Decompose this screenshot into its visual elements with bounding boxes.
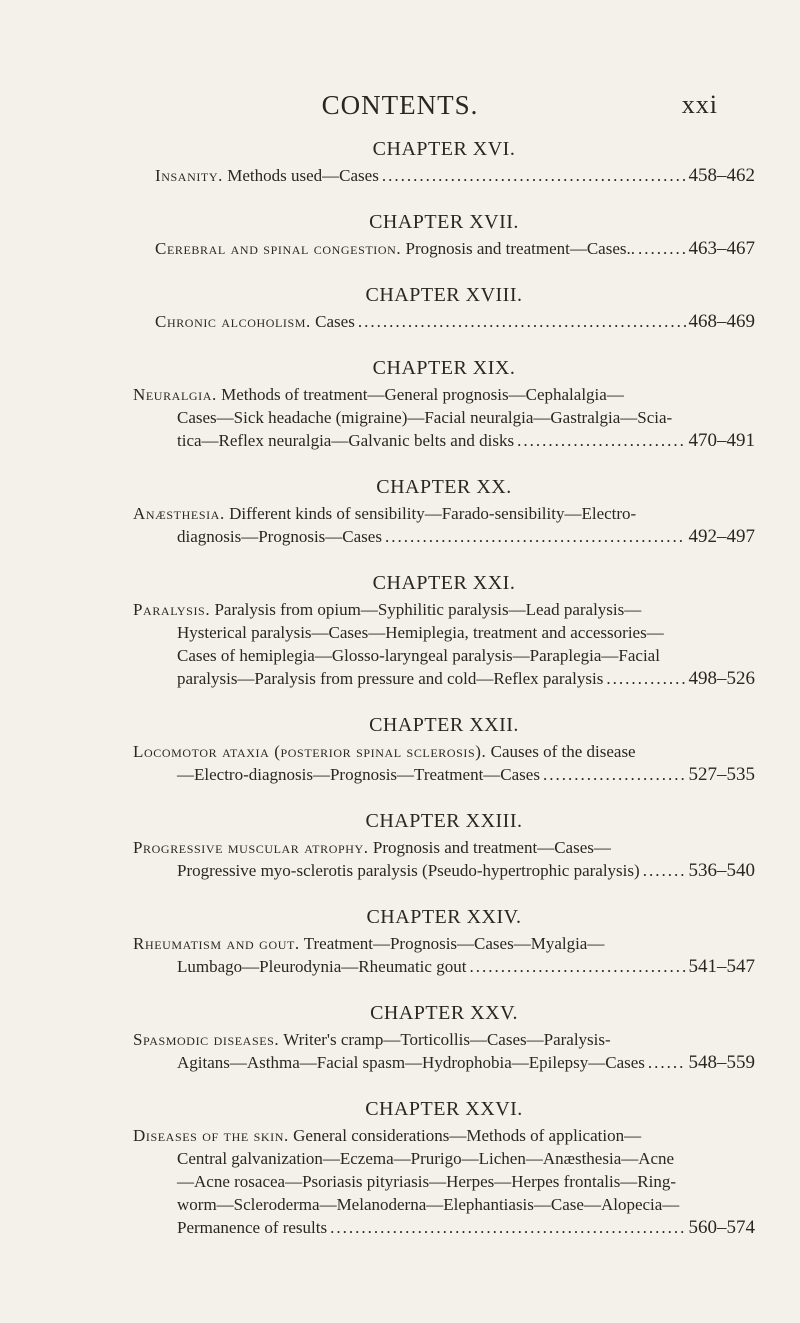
chapter-entry xyxy=(133,1000,755,1074)
chapter-topics-line: Agitans—Asthma—Facial spasm—Hydrophobia—Epilepsy—Cases xyxy=(177,1053,645,1072)
chapter-topics-line: Central galvanization—Eczema—Prurigo—Lichen—Anæsthesia—Acne xyxy=(177,1149,675,1168)
dot-leader xyxy=(543,763,686,786)
chapter-subject: Anæsthesia. xyxy=(133,504,225,523)
chapter-subject: Diseases of the skin. xyxy=(133,1126,289,1145)
table-of-contents xyxy=(133,136,755,1261)
page-range: 458–462 xyxy=(688,165,755,186)
dot-leader xyxy=(606,667,685,690)
chapter-heading: CHAPTER XX. xyxy=(376,476,512,498)
chapter-heading: CHAPTER XVIII. xyxy=(365,284,523,306)
chapter-topics-line: Methods of treatment—General prognosis—Cephalalgia— xyxy=(221,385,624,404)
chapter-heading: CHAPTER XVII. xyxy=(369,211,519,233)
chapter-heading: CHAPTER XXIII. xyxy=(365,810,523,832)
chapter-entry xyxy=(133,808,755,882)
page-range: 498–526 xyxy=(688,668,755,689)
chapter-description xyxy=(133,164,755,187)
chapter-topics-line: Methods used—Cases xyxy=(227,166,379,185)
chapter-topics-line: Hysterical paralysis—Cases—Hemiplegia, treatment and accessories— xyxy=(177,623,664,642)
chapter-description xyxy=(133,740,755,786)
chapter-subject: Progressive muscular atrophy. xyxy=(133,838,369,857)
page-range: 527–535 xyxy=(688,764,755,785)
chapter-topics-line: Prognosis and treatment—Cases.. xyxy=(405,239,635,258)
chapter-topics-line: worm—Scleroderma—Melanoderna—Elephantiasis—Case—Alopecia— xyxy=(177,1195,680,1214)
chapter-entry xyxy=(133,712,755,786)
dot-leader xyxy=(382,164,686,187)
chapter-topics-line: Treatment—Prognosis—Cases—Myalgia— xyxy=(303,934,605,953)
dot-leader xyxy=(638,237,686,260)
dot-leader xyxy=(358,310,686,333)
chapter-entry xyxy=(133,136,755,187)
chapter-heading: CHAPTER XXIV. xyxy=(366,906,522,928)
chapter-topics-line: Progressive myo-sclerotis paralysis (Pseudo-hypertrophic paralysis) xyxy=(177,861,640,880)
page-range: 541–547 xyxy=(688,956,755,977)
chapter-heading: CHAPTER XIX. xyxy=(372,357,516,379)
chapter-entry xyxy=(133,282,755,333)
chapter-topics-line: Paralysis from opium—Syphilitic paralysis—Lead paralysis— xyxy=(214,600,642,619)
chapter-subject: Cerebral and spinal congestion. xyxy=(155,239,402,258)
page-range: 548–559 xyxy=(688,1052,755,1073)
chapter-entry xyxy=(133,474,755,548)
chapter-description xyxy=(133,1028,755,1074)
page-range: 463–467 xyxy=(688,238,755,259)
chapter-topics-line: General considerations—Methods of application— xyxy=(293,1126,642,1145)
chapter-subject: Paralysis. xyxy=(133,600,211,619)
page-range: 492–497 xyxy=(688,526,755,547)
chapter-subject: Chronic alcoholism. xyxy=(155,312,311,331)
chapter-heading: CHAPTER XXV. xyxy=(370,1002,518,1024)
chapter-topics-line: Lumbago—Pleurodynia—Rheumatic gout xyxy=(177,957,467,976)
page-number: xxi xyxy=(681,90,718,119)
page-range: 468–469 xyxy=(688,311,755,332)
chapter-entry xyxy=(133,209,755,260)
chapter-heading: CHAPTER XXI. xyxy=(372,572,516,594)
chapter-description xyxy=(133,836,755,882)
chapter-description xyxy=(133,1124,755,1239)
chapter-heading: CHAPTER XVI. xyxy=(372,138,516,160)
chapter-topics-line: Cases of hemiplegia—Glosso-laryngeal paralysis—Paraplegia—Facial xyxy=(177,646,660,665)
chapter-entry xyxy=(133,1096,755,1239)
chapter-subject: Locomotor ataxia (posterior spinal sclerosis). xyxy=(133,742,487,761)
chapter-heading: CHAPTER XXVI. xyxy=(365,1098,523,1120)
chapter-topics-line: tica—Reflex neuralgia—Galvanic belts and disks xyxy=(177,431,515,450)
page-range: 560–574 xyxy=(688,1217,755,1238)
chapter-topics-line: Prognosis and treatment—Cases— xyxy=(372,838,611,857)
chapter-description xyxy=(133,383,755,452)
chapter-heading: CHAPTER XXII. xyxy=(369,714,519,736)
page-range: 470–491 xyxy=(688,430,755,451)
chapter-subject: Spasmodic diseases. xyxy=(133,1030,280,1049)
dot-leader xyxy=(385,525,686,548)
chapter-subject: Insanity. xyxy=(155,166,223,185)
chapter-entry xyxy=(133,355,755,452)
chapter-topics-line: —Electro-diagnosis—Prognosis—Treatment—Cases xyxy=(177,765,540,784)
chapter-topics-line: Causes of the disease xyxy=(490,742,636,761)
dot-leader xyxy=(330,1216,685,1239)
chapter-subject: Neuralgia. xyxy=(133,385,217,404)
chapter-subject: Rheumatism and gout. xyxy=(133,934,300,953)
chapter-description xyxy=(133,598,755,690)
chapter-topics-line: paralysis—Paralysis from pressure and cold—Reflex paralysis xyxy=(177,669,604,688)
chapter-description xyxy=(133,932,755,978)
page-title: CONTENTS. xyxy=(321,90,479,120)
chapter-topics-line: Cases—Sick headache (migraine)—Facial neuralgia—Gastralgia—Scia- xyxy=(177,408,673,427)
dot-leader xyxy=(648,1051,686,1074)
chapter-entry xyxy=(133,904,755,978)
chapter-description xyxy=(133,502,755,548)
chapter-topics-line: Different kinds of sensibility—Farado-sensibility—Electro- xyxy=(229,504,637,523)
dot-leader xyxy=(469,955,685,978)
chapter-entry xyxy=(133,570,755,690)
chapter-topics-line: diagnosis—Prognosis—Cases xyxy=(177,527,382,546)
chapter-description xyxy=(133,310,755,333)
dot-leader xyxy=(517,429,685,452)
chapter-topics-line: Permanence of results xyxy=(177,1218,328,1237)
chapter-description xyxy=(133,237,755,260)
chapter-topics-line: Writer's cramp—Torticollis—Cases—Paralysis- xyxy=(283,1030,611,1049)
chapter-topics-line: Cases xyxy=(315,312,355,331)
page-range: 536–540 xyxy=(688,860,755,881)
chapter-topics-line: —Acne rosacea—Psoriasis pityriasis—Herpes—Herpes frontalis—Ring- xyxy=(177,1172,677,1191)
dot-leader xyxy=(643,859,686,882)
